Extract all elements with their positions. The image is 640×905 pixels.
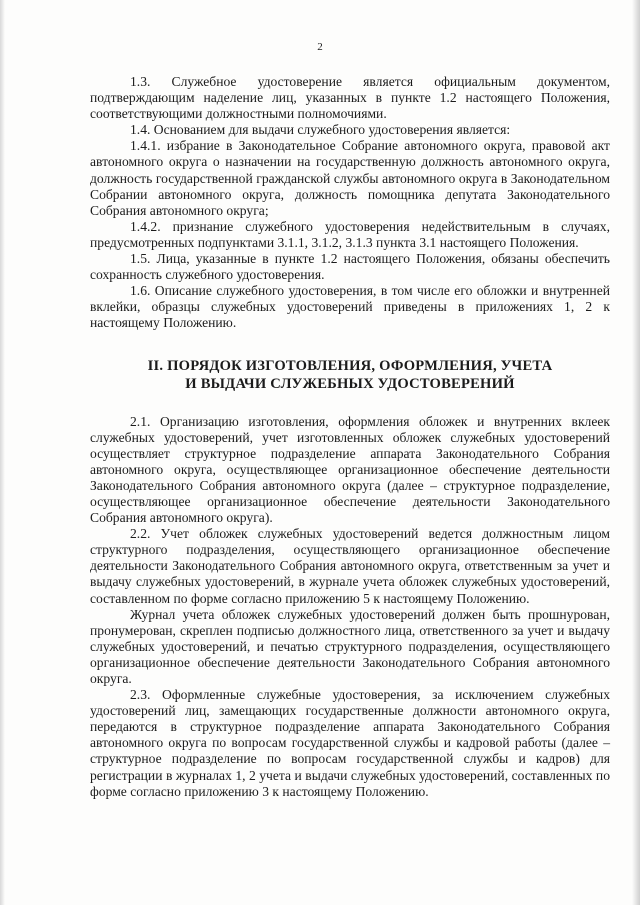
paragraph-1-3: 1.3. Служебное удостоверение является официальным документом, подтверждающим наделение лиц, указанных в пункте 1.2 настоящего Положения, соответствующими должностными полномочиями. — [90, 74, 610, 122]
page-number: 2 — [317, 41, 323, 53]
section-2-heading-line-1: II. ПОРЯДОК ИЗГОТОВЛЕНИЯ, ОФОРМЛЕНИЯ, УЧЕТА — [147, 357, 553, 374]
paragraph-2-2-journal: Журнал учета обложек служебных удостоверений должен быть прошнурован, пронумерован, скреплен подписью должностного лица, ответственного за учет и выдачу служебных удостоверений, и печатью структурного подразделения, осуществляющего организационное обеспечение деятельности Законодательного Собрания автономного округа. — [90, 606, 610, 686]
paragraph-1-5: 1.5. Лица, указанные в пункте 1.2 настоящего Положения, обязаны обеспечить сохранность служебного удостоверения. — [90, 251, 610, 283]
section-2-heading — [90, 357, 610, 393]
section-1 — [90, 74, 610, 332]
document-body — [90, 74, 610, 800]
paragraph-1-4-1: 1.4.1. избрание в Законодательное Собрание автономного округа, правовой акт автономного округа о назначении на государственную должность автономного округа, должность государственной гражданской службы автономного округа в Законодательном Собрании автономного округа, должность помощника депутата Законодательного Собрания автономного округа; — [90, 138, 610, 218]
paragraph-2-1: 2.1. Организацию изготовления, оформления обложек и внутренних вклеек служебных удостоверений, учет изготовленных обложек служебных удостоверений осуществляет структурное подразделение аппарата Законодательного Собрания автономного округа, осуществляющее организационное обеспечение деятельности Законодательного Собрания автономного округа (далее – структурное подразделение, осуществляющее организационное обеспечение деятельности Законодательного Собрания автономного округа). — [90, 413, 610, 526]
paragraph-2-3: 2.3. Оформленные служебные удостоверения, за исключением служебных удостоверений лиц, замещающих государственные должности автономного округа, передаются в структурное подразделение аппарата Законодательного Собрания автономного округа по вопросам государственной службы и кадровой работы (далее – структурное подразделение по вопросам государственной службы и кадров) для регистрации в журналах 1, 2 учета и выдачи служебных удостоверений, составленных по форме согласно приложению 3 к настоящему Положению. — [90, 687, 610, 799]
scan-edge-left — [0, 0, 5, 905]
section-2 — [90, 414, 610, 800]
paragraph-1-6: 1.6. Описание служебного удостоверения, в том числе его обложки и внутренней вклейки, образцы служебных удостоверений приведены в приложениях 1, 2 к настоящему Положению. — [90, 283, 610, 331]
paragraph-2-2: 2.2. Учет обложек служебных удостоверений ведется должностным лицом структурного подразделения, осуществляющего организационное обеспечение деятельности Законодательного Собрания автономного округа, ответственным за учет и выдачу служебных удостоверений, в журнале учета обложек служебных удостоверений, составленном по форме согласно приложению 5 к настоящему Положению. — [90, 526, 610, 606]
paragraph-1-4-2: 1.4.2. признание служебного удостоверения недействительным в случаях, предусмотренных подпунктами 3.1.1, 3.1.2, 3.1.3 пункта 3.1 настоящего Положения. — [90, 218, 610, 250]
paragraph-1-4: 1.4. Основанием для выдачи служебного удостоверения является: — [130, 122, 511, 138]
section-2-heading-line-2: И ВЫДАЧИ СЛУЖЕБНЫХ УДОСТОВЕРЕНИЙ — [185, 375, 515, 392]
scan-edge-right — [632, 0, 640, 905]
